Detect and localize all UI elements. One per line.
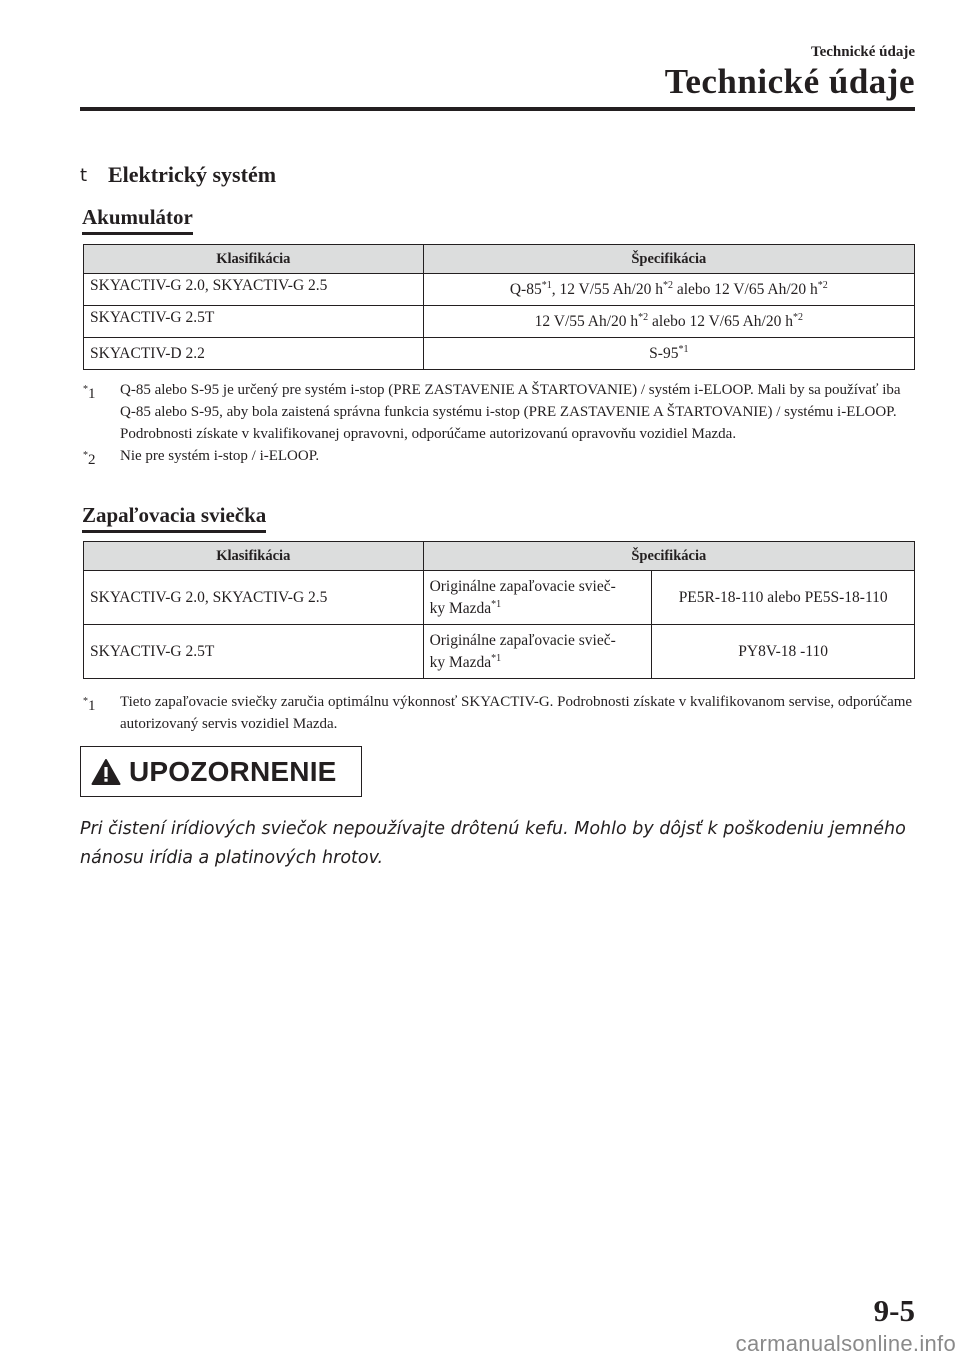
column-header: Klasifikácia — [84, 245, 424, 274]
warning-triangle-icon — [91, 758, 121, 786]
table-cell: SKYACTIV-G 2.5T — [84, 306, 424, 338]
table-cell: PY8V-18 -110 — [652, 625, 915, 679]
spark-plug-heading-text: Zapaľovacia sviečka — [82, 503, 267, 527]
header-chapter-label: Technické údaje — [810, 44, 915, 60]
table-cell: SKYACTIV-G 2.0, SKYACTIV-G 2.5 — [84, 571, 424, 625]
battery-heading-text: Akumulátor — [82, 205, 193, 229]
watermark: carmanualsonline.info — [735, 1331, 956, 1356]
table-row — [84, 306, 915, 338]
table-cell: SKYACTIV-G 2.0, SKYACTIV-G 2.5 — [84, 274, 424, 306]
warning-title: UPOZORNENIE — [129, 755, 337, 787]
table-row — [84, 338, 915, 370]
footnote-text: Tieto zapaľovacie sviečky zaručia optimálnu výkonnosť SKYACTIV-G. Podrobnosti získate v kvalifikovanom servise, odporúčame autorizovaný servis vozidiel Mazda. — [120, 694, 913, 732]
footnote-marker: *1 — [83, 384, 96, 402]
spark-plug-heading — [82, 503, 266, 533]
page-number: 9-5 — [873, 1293, 915, 1328]
column-header: Klasifikácia — [84, 542, 424, 571]
page-title: Technické údaje — [664, 62, 915, 101]
table-row — [84, 274, 915, 306]
table-cell: SKYACTIV-D 2.2 — [84, 338, 424, 370]
section-title — [80, 162, 276, 188]
column-header: Špecifikácia — [423, 542, 914, 571]
footnote-marker: *1 — [83, 696, 96, 714]
table-cell: PE5R-18-110 alebo PE5S-18-110 — [652, 571, 915, 625]
table-row — [84, 571, 915, 625]
column-header: Špecifikácia — [423, 245, 914, 274]
table-header-row — [84, 542, 915, 571]
warning-text: Pri čistení irídiových sviečok nepoužívajte drôtenú kefu. Mohlo by dôjsť k poškodeniu jemného nánosu irídia a platinových hrotov. — [80, 819, 906, 868]
footnote-text: Q-85 alebo S-95 je určený pre systém i-stop (PRE ZASTAVENIE A ŠTARTOVANIE) / systém i-ELOOP. Mali by sa používať iba Q-85 alebo S-95, aby bola zaistená správna funkcia systému i-stop (PRE ZASTAVENIE A ŠTARTOVANIE) / systému i-ELOOP. Podrobnosti získate v kvalifikovanej opravovni, odporúčame autorizovanú opravovňu vozidiel Mazda. — [120, 382, 901, 442]
battery-footnotes — [83, 379, 915, 471]
spark-plug-table — [83, 541, 915, 679]
footnote — [83, 445, 915, 471]
warning-box — [80, 746, 362, 797]
section-bullet-icon: t — [80, 164, 88, 186]
table-header-row — [84, 245, 915, 274]
footnote — [83, 691, 915, 735]
battery-table — [83, 244, 915, 370]
spark-plug-heading-underline — [82, 530, 266, 533]
table-cell: SKYACTIV-G 2.5T — [84, 625, 424, 679]
battery-heading — [82, 205, 193, 235]
table-cell: Originálne zapaľovacie svieč- ky Mazda$^{*1}$ — [423, 571, 652, 625]
spark-plug-footnotes — [83, 691, 915, 735]
section-title-text: Elektrický systém — [108, 162, 277, 187]
table-cell: Q-85$^{*1}$, 12 V/55 Ah/20 $h^{*2}$ alebo 12 V/65 Ah/20 $h^{*2}$ — [423, 274, 914, 306]
table-cell: Originálne zapaľovacie svieč- ky Mazda$^{*1}$ — [423, 625, 652, 679]
footnote-text: Nie pre systém i-stop / i-ELOOP. — [120, 448, 320, 464]
table-row — [84, 625, 915, 679]
battery-heading-underline — [82, 232, 193, 235]
table-cell: 12 V/55 Ah/20 $h^{*2}$ alebo 12 V/65 Ah/20 $h^{*2}$ — [423, 306, 914, 338]
footnote — [83, 379, 915, 445]
footnote-marker: *2 — [83, 450, 96, 468]
header-divider — [80, 107, 915, 111]
table-cell: S-95$^{*1}$ — [423, 338, 914, 370]
